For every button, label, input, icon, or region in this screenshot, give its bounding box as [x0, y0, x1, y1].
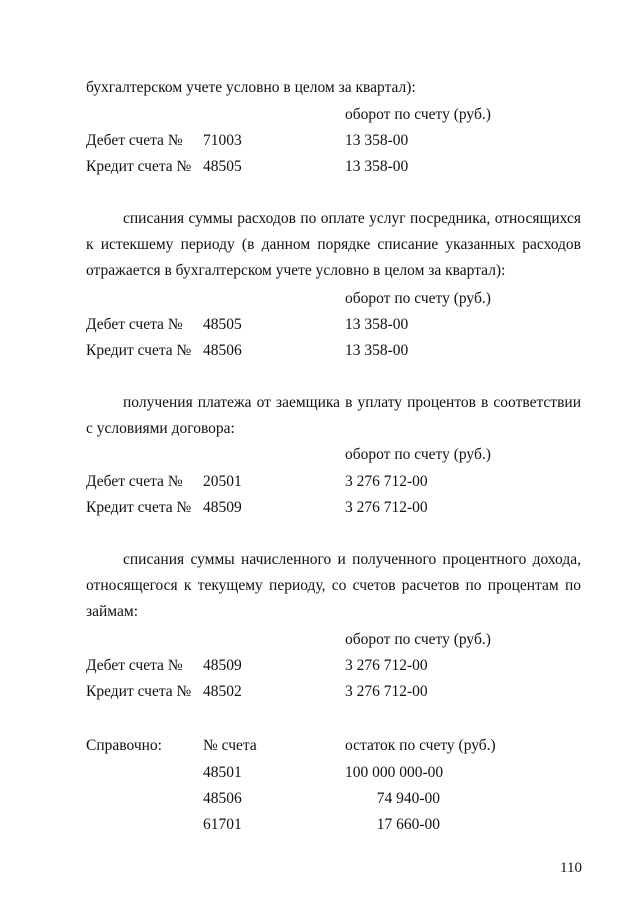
credit-account: 48506: [203, 342, 242, 359]
credit-label: Кредит счета №: [86, 683, 192, 700]
credit-account: 48505: [203, 158, 242, 175]
reference-account: 48501: [203, 764, 242, 781]
debit-amount: 3 276 712-00: [345, 473, 428, 490]
reference-balance: 100 000 000-00: [345, 764, 444, 781]
paragraph: получения платежа от заемщика в уплату процентов в соответствии с условиями договора:: [86, 394, 581, 437]
debit-amount: 13 358-00: [345, 316, 409, 333]
reference-balance: 17 660-00: [376, 816, 440, 833]
credit-label: Кредит счета №: [86, 342, 192, 359]
reference-account: 48506: [203, 790, 242, 807]
debit-account: 48505: [203, 316, 242, 333]
balance-column-header: остаток по счету (руб.): [345, 737, 496, 754]
debit-account: 71003: [203, 132, 242, 149]
credit-account: 48509: [203, 499, 242, 516]
paragraph: списания суммы расходов по оплате услуг посредника, относящихся к истекшему периоду (в данном порядке списание указанных расходов отражается в бухгалтерском учете условно в целом за квартал):: [86, 210, 581, 279]
reference-balance: 74 940-00: [376, 790, 440, 807]
credit-label: Кредит счета №: [86, 158, 192, 175]
credit-account: 48502: [203, 683, 242, 700]
credit-label: Кредит счета №: [86, 499, 192, 516]
debit-label: Дебет счета №: [86, 473, 183, 490]
paragraph: списания суммы начисленного и полученного процентного дохода, относящегося к текущему периоду, со счетов расчетов по процентам по займам:: [86, 551, 581, 620]
debit-label: Дебет счета №: [86, 316, 183, 333]
debit-account: 48509: [203, 657, 242, 674]
turnover-header: оборот по счету (руб.): [345, 290, 491, 307]
debit-account: 20501: [203, 473, 242, 490]
page-number: 110: [560, 860, 582, 876]
turnover-header: оборот по счету (руб.): [345, 446, 491, 463]
reference-label: Справочно:: [86, 737, 162, 754]
debit-amount: 13 358-00: [345, 132, 409, 149]
account-column-header: № счета: [203, 737, 257, 754]
debit-amount: 3 276 712-00: [345, 657, 428, 674]
credit-amount: 3 276 712-00: [345, 683, 428, 700]
intro-line: бухгалтерском учете условно в целом за квартал):: [86, 79, 416, 96]
turnover-header: оборот по счету (руб.): [345, 106, 491, 123]
turnover-header: оборот по счету (руб.): [345, 631, 491, 648]
debit-label: Дебет счета №: [86, 657, 183, 674]
credit-amount: 13 358-00: [345, 158, 409, 175]
reference-account: 61701: [203, 816, 242, 833]
debit-label: Дебет счета №: [86, 132, 183, 149]
credit-amount: 13 358-00: [345, 342, 409, 359]
credit-amount: 3 276 712-00: [345, 499, 428, 516]
